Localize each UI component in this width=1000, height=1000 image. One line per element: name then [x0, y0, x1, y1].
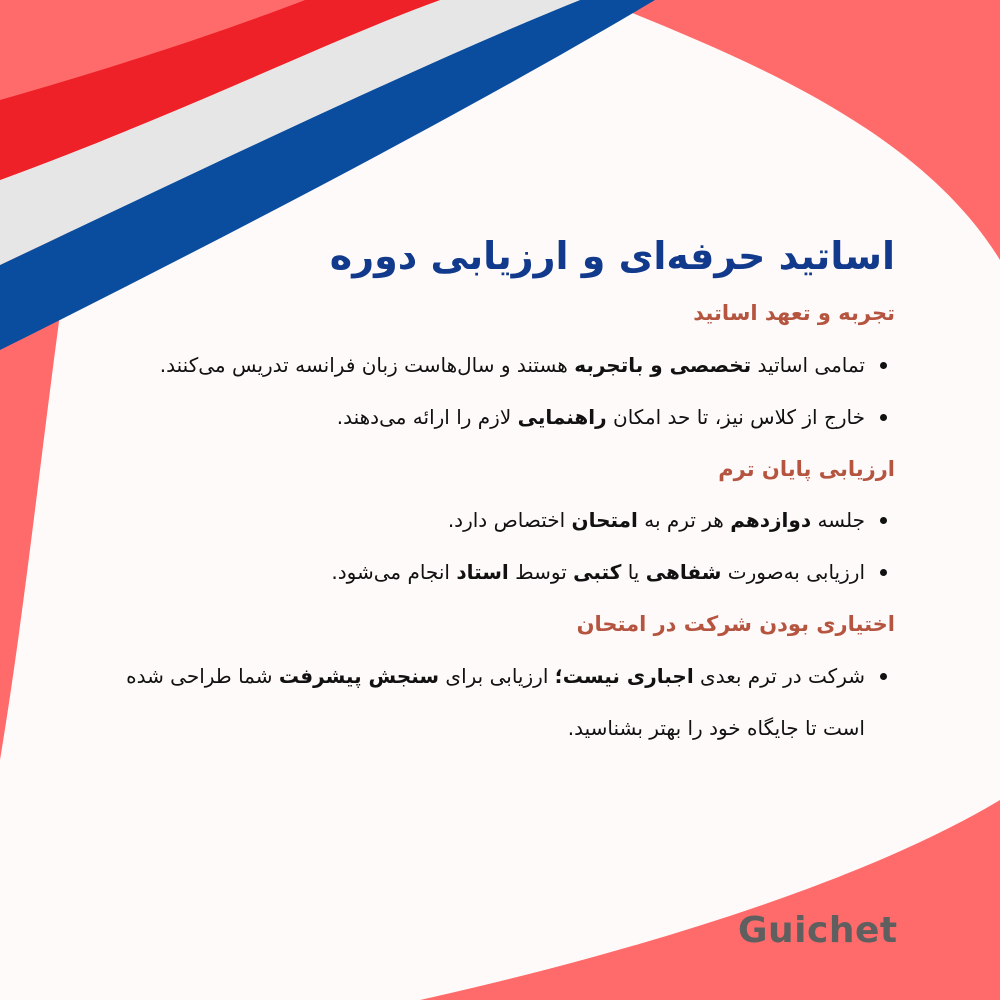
text-segment: خارج از کلاس نیز، تا حد امکان	[606, 404, 865, 429]
guichet-logo: Guichet	[738, 910, 898, 951]
text-segment: اختصاص دارد.	[447, 508, 572, 533]
text-segment: تمامی اساتید	[751, 352, 865, 377]
section-heading: ارزیابی پایان ترم	[718, 456, 895, 481]
text-segment: جلسه	[811, 508, 865, 533]
sections-container	[95, 297, 895, 754]
content-area	[95, 230, 895, 764]
list-item	[95, 391, 865, 443]
text-segment: ارزیابی برای	[439, 663, 555, 688]
text-segment: ارزیابی به‌صورت	[721, 560, 865, 585]
bold-text: دوازدهم	[730, 508, 812, 533]
text-segment: لازم را ارائه می‌دهند.	[336, 404, 518, 429]
text-segment: شرکت در ترم بعدی	[693, 663, 865, 688]
list-item	[95, 494, 865, 546]
bullet-list	[95, 339, 895, 443]
bullet-list	[95, 494, 895, 598]
bold-text: تخصصی و باتجربه	[574, 352, 752, 377]
list-item	[95, 650, 865, 754]
text-segment: هستند و سال‌هاست زبان فرانسه تدریس می‌کنند.	[159, 352, 575, 377]
bold-text: راهنمایی	[517, 404, 607, 429]
text-segment: انجام می‌شود.	[331, 560, 457, 585]
bullet-list	[95, 650, 895, 754]
list-item	[95, 339, 865, 391]
bold-text: کتبی	[573, 560, 622, 585]
bold-text: استاد	[456, 560, 509, 585]
page-title: اساتید حرفه‌ای و ارزیابی دوره	[329, 234, 895, 278]
text-segment: توسط	[508, 560, 574, 585]
list-item	[95, 546, 865, 598]
text-segment: هر ترم به	[637, 508, 731, 533]
section-heading: اختیاری بودن شرکت در امتحان	[576, 612, 895, 637]
bold-text: امتحان	[571, 508, 638, 533]
text-segment: شما طراحی شده است تا جایگاه خود را بهتر بشناسید.	[126, 663, 865, 740]
bold-text: شفاهی	[645, 560, 722, 585]
bold-text: سنجش پیشرفت	[278, 663, 440, 688]
text-segment: یا	[621, 560, 646, 585]
section-heading: تجربه و تعهد اساتید	[693, 301, 895, 326]
bold-text: اجباری نیست؛	[554, 663, 694, 688]
